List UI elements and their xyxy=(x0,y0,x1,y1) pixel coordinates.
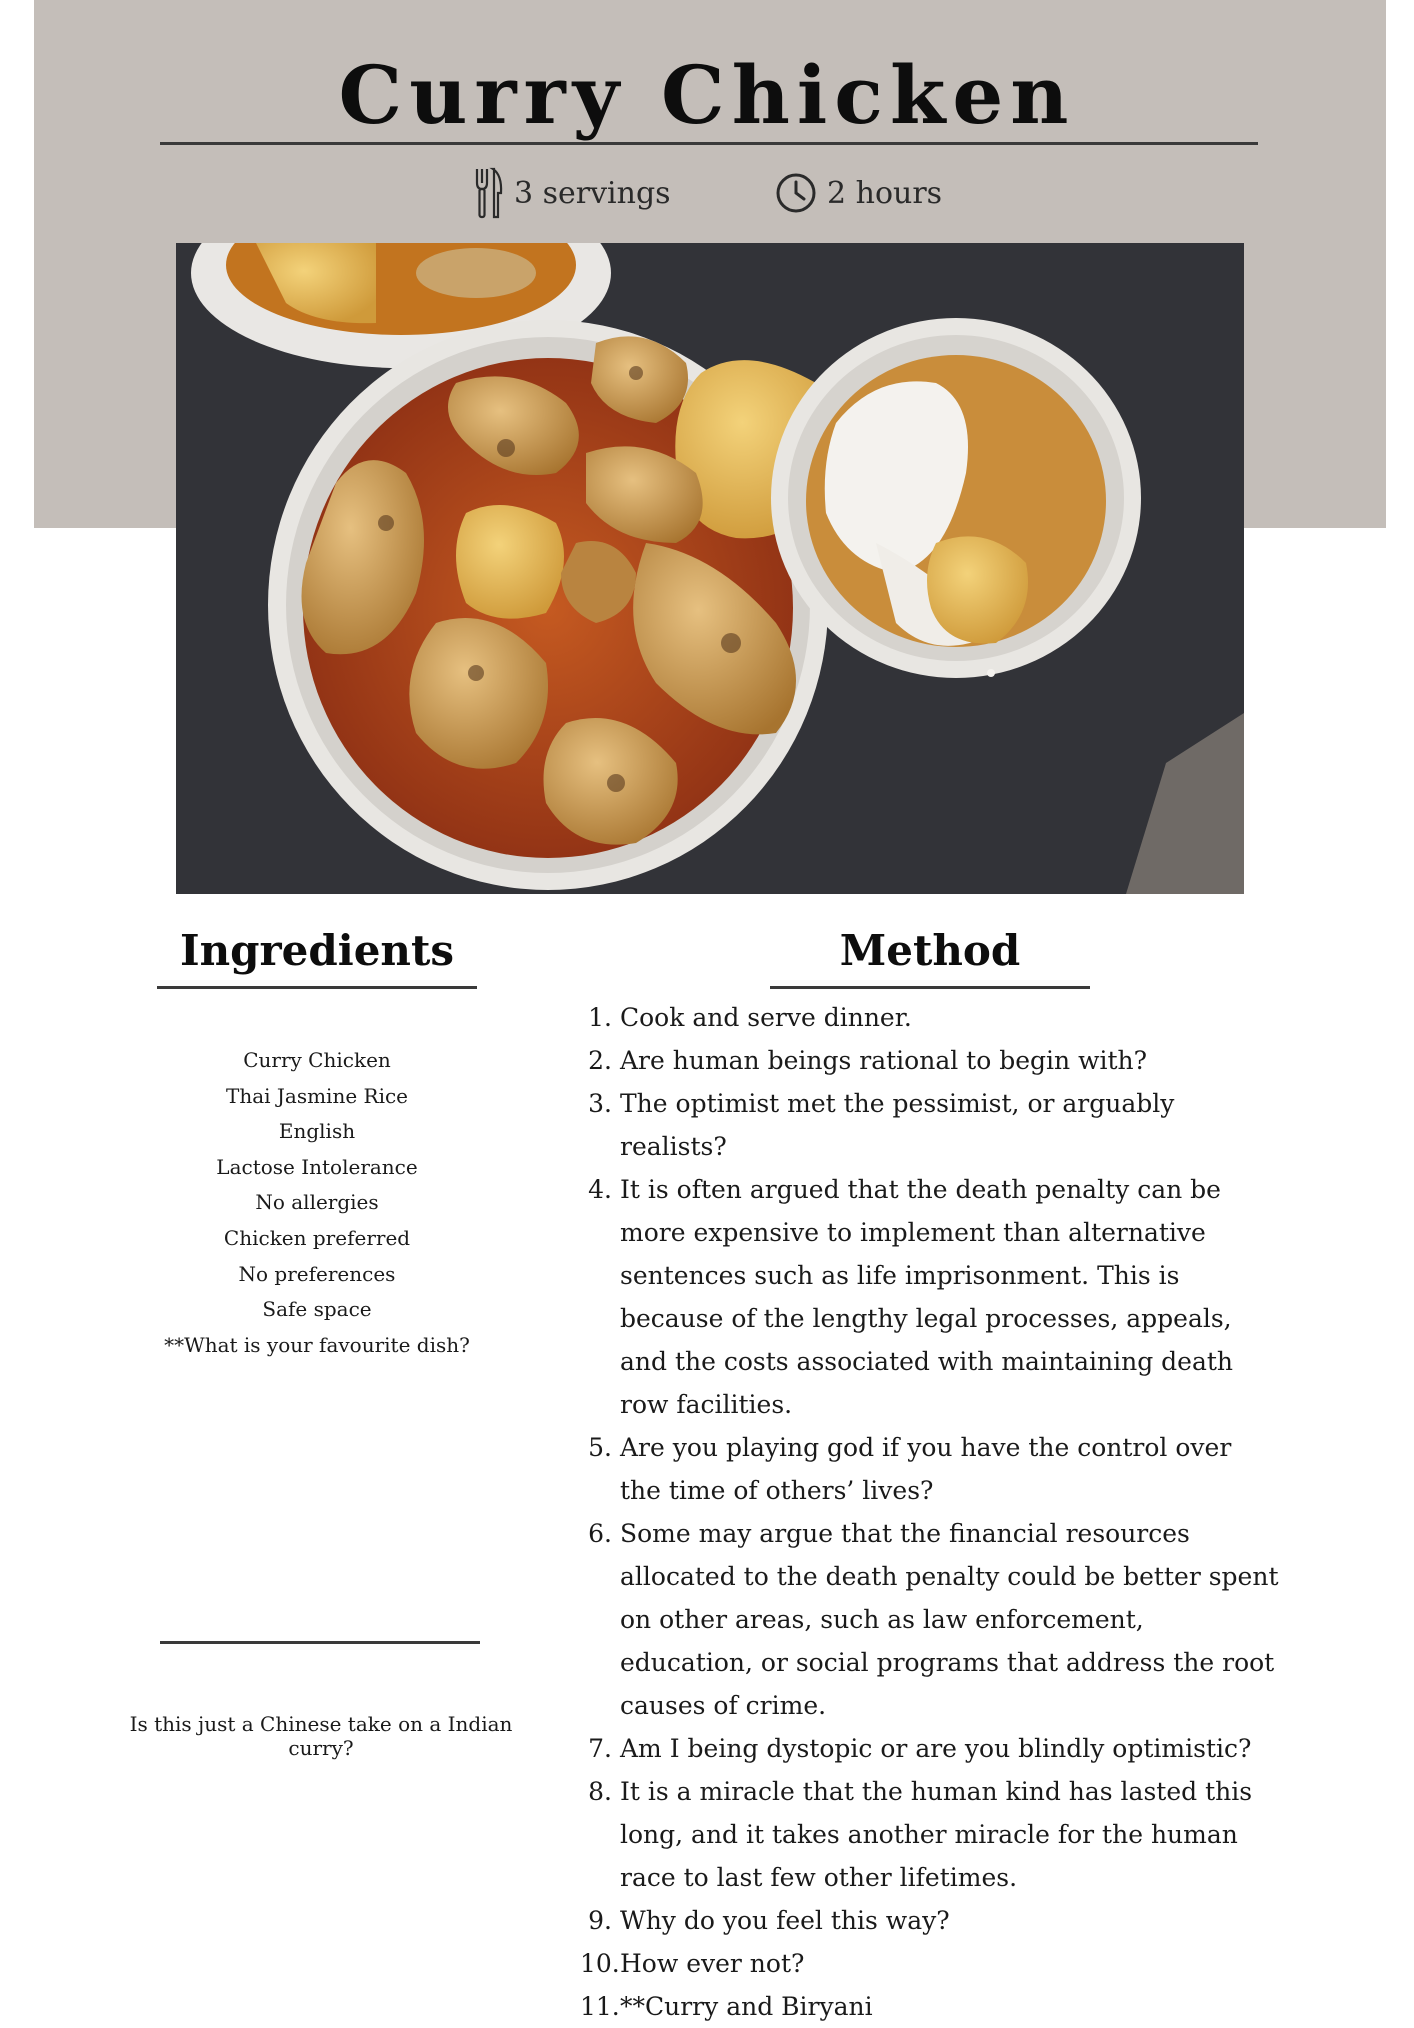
step-number: 4. xyxy=(588,1175,612,1204)
method-step xyxy=(580,1168,1280,1426)
step-text: Cook and serve dinner. xyxy=(620,1003,912,1032)
ingredient-item: Chicken preferred xyxy=(223,1225,411,1250)
step-text: How ever not? xyxy=(620,1949,805,1978)
ingredient-item: No allergies xyxy=(255,1190,379,1215)
method-divider xyxy=(770,986,1090,989)
step-number: 3. xyxy=(588,1089,612,1118)
step-number: 8. xyxy=(588,1777,612,1806)
ingredient-item: Thai Jasmine Rice xyxy=(225,1083,409,1108)
method-step xyxy=(580,1512,1280,1727)
recipe-title: Curry Chicken xyxy=(338,48,1076,142)
step-number: 2. xyxy=(588,1046,612,1075)
servings-info xyxy=(474,168,671,218)
step-number: 7. xyxy=(588,1734,612,1763)
step-text: Are human beings rational to begin with? xyxy=(620,1046,1148,1075)
step-number: 10. xyxy=(580,1949,620,1978)
step-text: **Curry and Biryani xyxy=(620,1992,873,2021)
step-text: Are you playing god if you have the control over the time of others’ lives? xyxy=(620,1433,1232,1505)
method-step xyxy=(580,1770,1280,1899)
method-steps xyxy=(580,996,1280,2028)
method-step xyxy=(580,1727,1280,1770)
step-number: 5. xyxy=(588,1433,612,1462)
method-step xyxy=(580,996,1280,1039)
step-text: It is often argued that the death penalty can be more expensive to implement than alternative sentences such as life imprisonment. This is because of the lengthy legal processes, appeals, and the costs associated with maintaining death row facilities. xyxy=(620,1175,1234,1419)
ingredient-item: No preferences xyxy=(238,1261,396,1286)
ingredient-item: Safe space xyxy=(262,1297,372,1322)
dish-photo xyxy=(176,243,1244,894)
ingredients-title: Ingredients xyxy=(179,926,455,975)
step-number: 1. xyxy=(588,1003,612,1032)
ingredient-item: Curry Chicken xyxy=(243,1048,391,1072)
method-step xyxy=(580,1039,1280,1082)
step-text: It is a miracle that the human kind has lasted this long, and it takes another miracle for the human race to last few other lifetimes. xyxy=(620,1777,1253,1892)
ingredients-list xyxy=(140,1043,494,1363)
ingredient-item: **What is your favourite dish? xyxy=(164,1332,470,1357)
title-divider xyxy=(160,142,1258,145)
clock-icon xyxy=(775,172,817,214)
time-info xyxy=(775,168,942,218)
step-number: 6. xyxy=(588,1519,612,1548)
ingredient-item: Lactose Intolerance xyxy=(216,1154,418,1179)
method-step xyxy=(580,1426,1280,1512)
step-text: The optimist met the pessimist, or arguably realists? xyxy=(620,1089,1175,1161)
ingredient-item: English xyxy=(278,1119,356,1144)
ingredients-divider xyxy=(157,986,477,989)
step-number: 11. xyxy=(580,1992,620,2021)
servings-text: 3 servings xyxy=(514,175,671,211)
method-step xyxy=(580,1899,1280,1942)
step-number: 9. xyxy=(588,1906,612,1935)
recipe-note: Is this just a Chinese take on a Indian curry? xyxy=(129,1712,513,1760)
step-text: Some may argue that the financial resources allocated to the death penalty could be better spent on other areas, such as law enforcement, education, or social programs that address the root causes of crime. xyxy=(620,1519,1279,1720)
step-text: Am I being dystopic or are you blindly optimistic? xyxy=(620,1734,1252,1763)
notes-divider xyxy=(160,1641,480,1644)
method-step xyxy=(580,1985,1280,2028)
method-step xyxy=(580,1082,1280,1168)
step-text: Why do you feel this way? xyxy=(620,1906,950,1935)
time-text: 2 hours xyxy=(827,175,943,211)
fork-knife-icon xyxy=(474,167,504,219)
method-step xyxy=(580,1942,1280,1985)
method-title: Method xyxy=(839,926,1021,975)
